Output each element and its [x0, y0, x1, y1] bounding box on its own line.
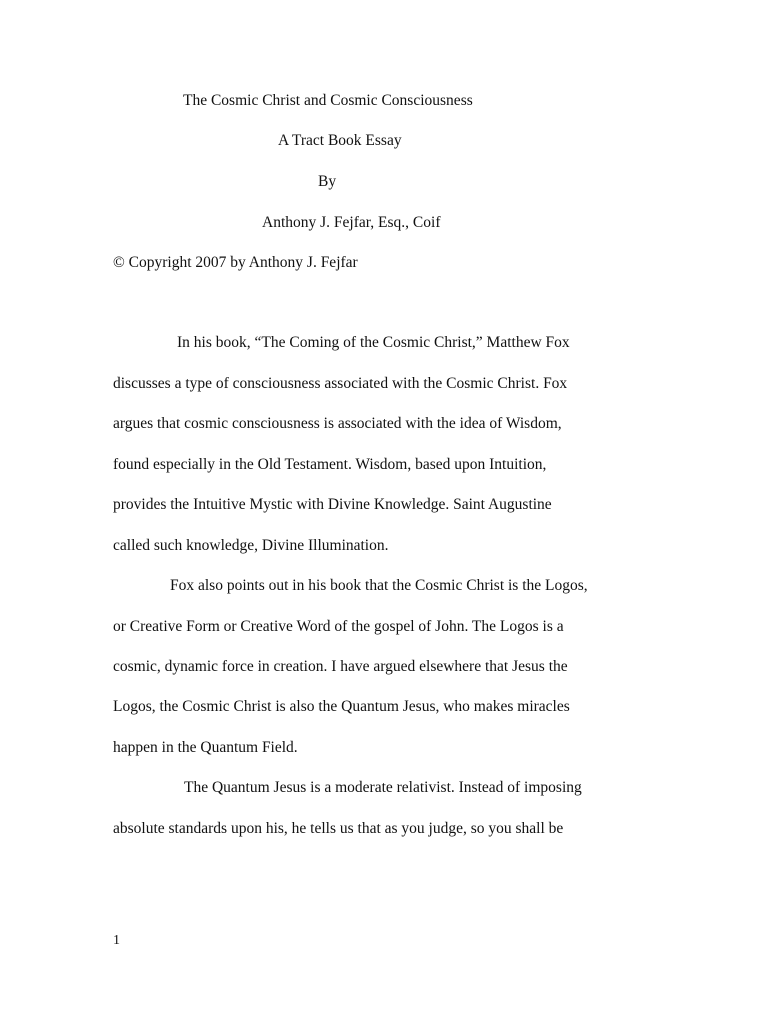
body-line: The Quantum Jesus is a moderate relativist. Instead of imposing: [184, 779, 582, 796]
document-subtitle: A Tract Book Essay: [278, 132, 402, 149]
body-line: discusses a type of consciousness associated with the Cosmic Christ. Fox: [113, 375, 568, 392]
author-name: Anthony J. Fejfar, Esq., Coif: [262, 214, 441, 231]
body-line: or Creative Form or Creative Word of the gospel of John. The Logos is a: [113, 618, 564, 635]
body-line: cosmic, dynamic force in creation. I have argued elsewhere that Jesus the: [113, 658, 568, 675]
body-line: argues that cosmic consciousness is associated with the idea of Wisdom,: [113, 415, 562, 432]
page-number: 1: [113, 933, 120, 948]
body-line: Logos, the Cosmic Christ is also the Quantum Jesus, who makes miracles: [113, 698, 570, 715]
body-line: In his book, “The Coming of the Cosmic Christ,” Matthew Fox: [177, 334, 570, 351]
body-line: provides the Intuitive Mystic with Divine Knowledge. Saint Augustine: [113, 496, 552, 513]
body-line: happen in the Quantum Field.: [113, 739, 298, 756]
body-line: absolute standards upon his, he tells us that as you judge, so you shall be: [113, 820, 564, 837]
body-line: called such knowledge, Divine Illumination.: [113, 537, 389, 554]
byline-label: By: [318, 173, 337, 190]
body-line: found especially in the Old Testament. Wisdom, based upon Intuition,: [113, 456, 547, 473]
document-title: The Cosmic Christ and Cosmic Consciousness: [183, 92, 473, 109]
copyright-notice: © Copyright 2007 by Anthony J. Fejfar: [113, 254, 358, 271]
body-line: Fox also points out in his book that the Cosmic Christ is the Logos,: [170, 577, 588, 594]
